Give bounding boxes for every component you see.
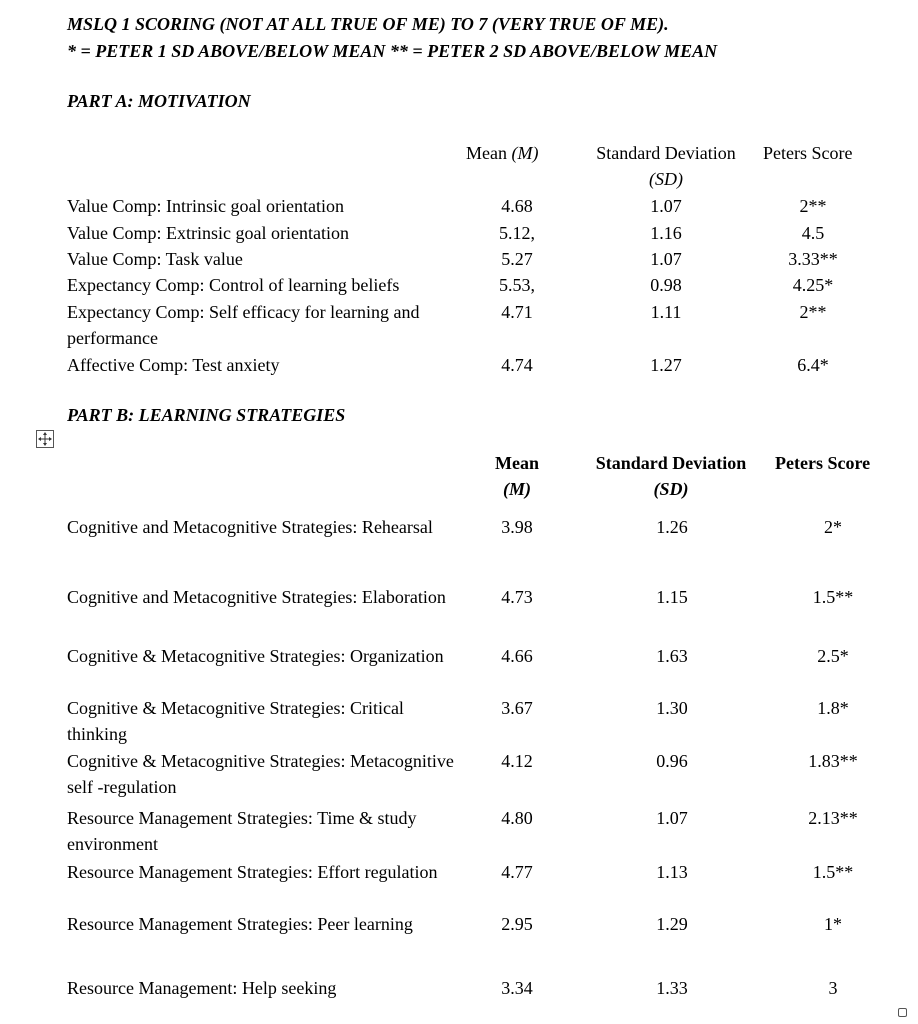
row-sd: 1.07 xyxy=(650,196,682,216)
row-peters: 3.33** xyxy=(788,249,838,269)
row-sd: 0.98 xyxy=(650,275,682,295)
row-peters: 1.5** xyxy=(812,862,854,882)
header-line-1: MSLQ 1 SCORING (NOT AT ALL TRUE OF ME) TO 7 (VERY TRUE OF ME). xyxy=(67,14,669,34)
row-peters: 2* xyxy=(824,517,842,537)
row-label: Affective Comp: Test anxiety xyxy=(67,355,280,375)
row-peters: 2.13** xyxy=(808,808,858,828)
row-mean: 4.66 xyxy=(501,646,533,666)
row-label: Resource Management Strategies: Effort regulation xyxy=(67,862,438,882)
row-peters: 2** xyxy=(799,302,827,322)
row-mean: 4.80 xyxy=(501,808,533,828)
row-peters: 1.83** xyxy=(808,751,858,771)
row-peters: 1* xyxy=(824,914,842,934)
row-sd: 1.33 xyxy=(656,978,688,998)
row-mean: 3.98 xyxy=(501,517,533,537)
row-peters: 3 xyxy=(828,978,838,998)
row-sd: 1.27 xyxy=(650,355,682,375)
part-b-mean-header: Mean (M) xyxy=(495,453,539,499)
row-label: Cognitive and Metacognitive Strategies: Elaboration xyxy=(67,587,446,607)
part-a-title: PART A: MOTIVATION xyxy=(67,91,251,111)
row-sd: 1.26 xyxy=(656,517,688,537)
part-b-sd-header: Standard Deviation (SD) xyxy=(595,453,747,499)
row-peters: 4.5 xyxy=(801,223,825,243)
header-line-2: * = PETER 1 SD ABOVE/BELOW MEAN ** = PETER 2 SD ABOVE/BELOW MEAN xyxy=(67,41,718,61)
row-sd: 0.96 xyxy=(656,751,688,771)
row-sd: 1.16 xyxy=(650,223,682,243)
row-label: Cognitive & Metacognitive Strategies: Organization xyxy=(67,646,444,666)
row-mean: 5.53, xyxy=(499,275,535,295)
table-resize-handle-icon[interactable] xyxy=(898,1008,907,1017)
row-mean: 2.95 xyxy=(501,914,533,934)
part-b-title: PART B: LEARNING STRATEGIES xyxy=(67,405,346,425)
row-peters: 1.8* xyxy=(817,698,849,718)
row-sd: 1.07 xyxy=(656,808,688,828)
row-mean: 4.77 xyxy=(501,862,533,882)
row-sd: 1.29 xyxy=(656,914,688,934)
part-a-sd-header: Standard Deviation (SD) xyxy=(596,143,736,189)
row-label: Resource Management Strategies: Peer learning xyxy=(67,914,413,934)
row-sd: 1.11 xyxy=(650,302,682,322)
part-b-peters-header: Peters Score xyxy=(775,453,871,473)
row-sd: 1.07 xyxy=(650,249,682,269)
row-mean: 4.74 xyxy=(501,355,533,375)
row-sd: 1.13 xyxy=(656,862,688,882)
row-mean: 4.73 xyxy=(501,587,533,607)
row-mean: 3.67 xyxy=(501,698,533,718)
row-label: Resource Management: Help seeking xyxy=(67,978,337,998)
row-label: Cognitive and Metacognitive Strategies: Rehearsal xyxy=(67,517,433,537)
row-sd: 1.15 xyxy=(656,587,688,607)
row-peters: 6.4* xyxy=(797,355,829,375)
row-label: Value Comp: Intrinsic goal orientation xyxy=(67,196,344,216)
row-sd: 1.63 xyxy=(656,646,688,666)
row-peters: 1.5** xyxy=(812,587,854,607)
part-a-peters-header: Peters Score xyxy=(763,143,853,163)
row-mean: 4.71 xyxy=(501,302,533,322)
row-peters: 2** xyxy=(799,196,827,216)
row-mean: 4.68 xyxy=(501,196,533,216)
row-label: Expectancy Comp: Self efficacy for learning and performance xyxy=(67,302,420,348)
row-label: Value Comp: Extrinsic goal orientation xyxy=(67,223,349,243)
row-label: Value Comp: Task value xyxy=(67,249,243,269)
table-move-handle-icon[interactable] xyxy=(36,430,54,448)
row-label: Cognitive & Metacognitive Strategies: Critical thinking xyxy=(67,698,404,744)
row-mean: 5.12, xyxy=(499,223,535,243)
row-sd: 1.30 xyxy=(656,698,688,718)
row-peters: 2.5* xyxy=(817,646,849,666)
row-label: Resource Management Strategies: Time & study environment xyxy=(67,808,417,854)
row-mean: 4.12 xyxy=(501,751,533,771)
row-peters: 4.25* xyxy=(792,275,834,295)
part-a-mean-header: Mean (M) xyxy=(466,143,539,163)
row-label: Cognitive & Metacognitive Strategies: Metacognitive self -regulation xyxy=(67,751,454,797)
row-mean: 5.27 xyxy=(501,249,533,269)
row-mean: 3.34 xyxy=(501,978,533,998)
row-label: Expectancy Comp: Control of learning beliefs xyxy=(67,275,400,295)
